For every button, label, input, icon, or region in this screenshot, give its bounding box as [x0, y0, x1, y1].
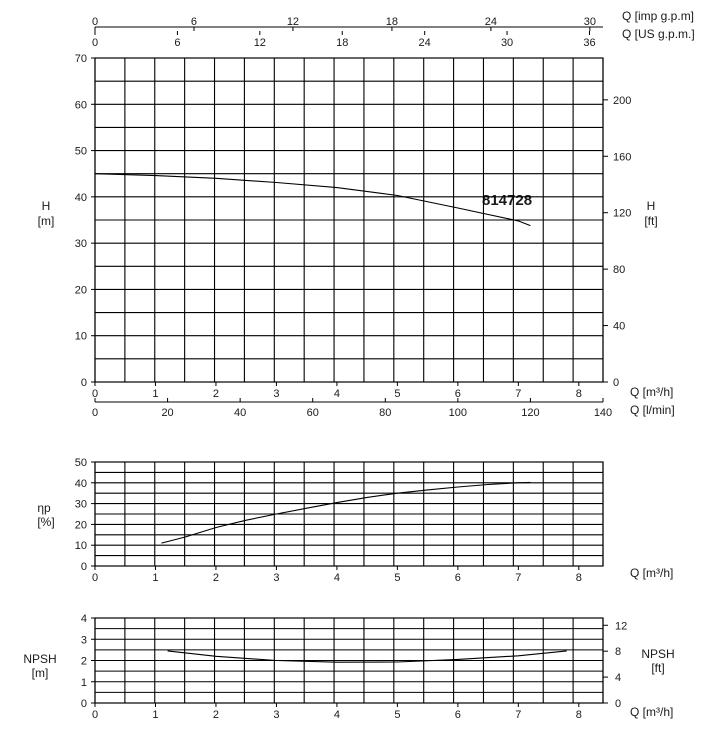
y-tick-label: 0 [80, 377, 87, 389]
ft-tick-label: 160 [613, 151, 632, 164]
eta-axis-label: ηp [37, 501, 51, 515]
curve-814728 [95, 174, 533, 226]
x-tick-label: 2 [212, 572, 220, 584]
h-axis-unit: [m] [37, 214, 55, 228]
y-tick-label: 3 [80, 634, 87, 647]
lpm-tick-label: 0 [91, 407, 99, 419]
x-tick-label: 2 [212, 709, 220, 721]
chart-marks [75, 16, 632, 721]
lpm-tick-label: 140 [593, 407, 613, 419]
x-tick-label: 0 [91, 388, 99, 400]
y-tick-label: 30 [74, 498, 87, 511]
x-tick-label: 6 [454, 572, 461, 584]
x-tick-label: 3 [273, 572, 280, 584]
lpm-tick-label: 20 [161, 407, 174, 419]
top-axis-us-label: Q [US g.p.m.] [622, 27, 695, 41]
x-tick-label: 8 [575, 388, 582, 400]
us-tick-label: 12 [253, 37, 266, 49]
model-label: 814728 [482, 192, 533, 209]
lpm-tick-label: 60 [306, 407, 319, 419]
eta-axis-unit: [%] [37, 515, 55, 529]
y-tick-label: 2 [80, 655, 87, 668]
x-tick-label: 2 [212, 388, 220, 400]
imp-tick-label: 18 [385, 16, 399, 28]
eta-x-axis-label: Q [m³/h] [630, 566, 674, 580]
ft-tick-label: 120 [613, 207, 632, 220]
npsh-axis-label: NPSH [23, 652, 57, 666]
x-tick-label: 7 [515, 572, 522, 584]
npsh-axis-unit: [m] [31, 666, 49, 680]
npsh-ft-tick-label: 8 [615, 646, 622, 659]
npsh-right-axis-unit: [ft] [651, 661, 665, 675]
x-tick-label: 5 [394, 388, 401, 400]
y-tick-label: 1 [80, 676, 87, 689]
y-tick-label: 4 [80, 613, 87, 625]
y-tick-label: 70 [74, 53, 87, 65]
y-tick-label: 10 [74, 330, 87, 343]
y-tick-label: 30 [74, 238, 87, 251]
y-tick-label: 0 [80, 561, 87, 573]
y-tick-label: 50 [74, 457, 87, 469]
x-tick-label: 0 [91, 572, 99, 584]
x-tick-label: 6 [454, 709, 461, 721]
x-tick-label: 6 [454, 388, 461, 400]
imp-tick-label: 12 [286, 16, 300, 28]
ft-tick-label: 200 [613, 94, 632, 107]
us-tick-label: 18 [336, 37, 349, 49]
h-x-axis-label-lpm: Q [l/min] [630, 403, 675, 417]
x-tick-label: 8 [575, 572, 582, 584]
us-tick-label: 24 [418, 37, 431, 49]
x-tick-label: 1 [152, 709, 159, 721]
npsh-x-axis-label: Q [m³/h] [630, 705, 674, 719]
y-tick-label: 20 [74, 519, 87, 532]
imp-tick-label: 0 [91, 16, 99, 28]
x-tick-label: 1 [152, 388, 159, 400]
x-tick-label: 5 [394, 572, 401, 584]
x-tick-label: 7 [515, 709, 522, 721]
y-tick-label: 0 [80, 698, 87, 710]
x-tick-label: 4 [333, 572, 340, 584]
y-tick-label: 10 [74, 540, 87, 553]
us-tick-label: 30 [500, 37, 514, 49]
npsh-ft-tick-label: 0 [615, 698, 622, 710]
y-tick-label: 60 [74, 99, 87, 112]
curve-efficiency [162, 482, 531, 543]
h-right-axis-unit: [ft] [644, 214, 658, 228]
imp-tick-label: 30 [583, 16, 596, 28]
npsh-right-axis-label: NPSH [641, 647, 675, 661]
us-tick-label: 36 [583, 37, 596, 49]
x-tick-label: 3 [273, 709, 280, 721]
h-right-axis-label: H [646, 199, 656, 213]
lpm-tick-label: 120 [521, 407, 540, 419]
h-axis-label: H [41, 199, 51, 213]
x-tick-label: 1 [152, 572, 159, 584]
x-tick-label: 7 [515, 388, 522, 400]
top-axis-imp-label: Q [imp g.p.m] [622, 9, 695, 23]
npsh-ft-tick-label: 12 [615, 620, 628, 633]
lpm-tick-label: 40 [234, 407, 247, 419]
h-x-axis-label: Q [m³/h] [630, 385, 674, 399]
x-tick-label: 4 [333, 388, 340, 400]
ft-tick-label: 0 [613, 377, 620, 389]
y-tick-label: 40 [74, 477, 87, 490]
x-tick-label: 4 [333, 709, 340, 721]
x-tick-label: 8 [575, 709, 582, 721]
x-tick-label: 3 [273, 388, 280, 400]
lpm-tick-label: 80 [379, 407, 392, 419]
y-tick-label: 40 [74, 191, 87, 204]
imp-tick-label: 24 [484, 16, 498, 28]
ft-tick-label: 80 [613, 264, 626, 277]
ft-tick-label: 40 [613, 320, 626, 333]
x-tick-label: 5 [394, 709, 401, 721]
x-tick-label: 0 [91, 709, 99, 721]
us-tick-label: 0 [91, 37, 99, 49]
us-tick-label: 6 [174, 37, 181, 49]
lpm-tick-label: 100 [448, 407, 468, 419]
npsh-ft-tick-label: 4 [615, 672, 622, 685]
y-tick-label: 50 [74, 145, 87, 158]
y-tick-label: 20 [74, 284, 87, 297]
imp-tick-label: 6 [190, 16, 198, 28]
